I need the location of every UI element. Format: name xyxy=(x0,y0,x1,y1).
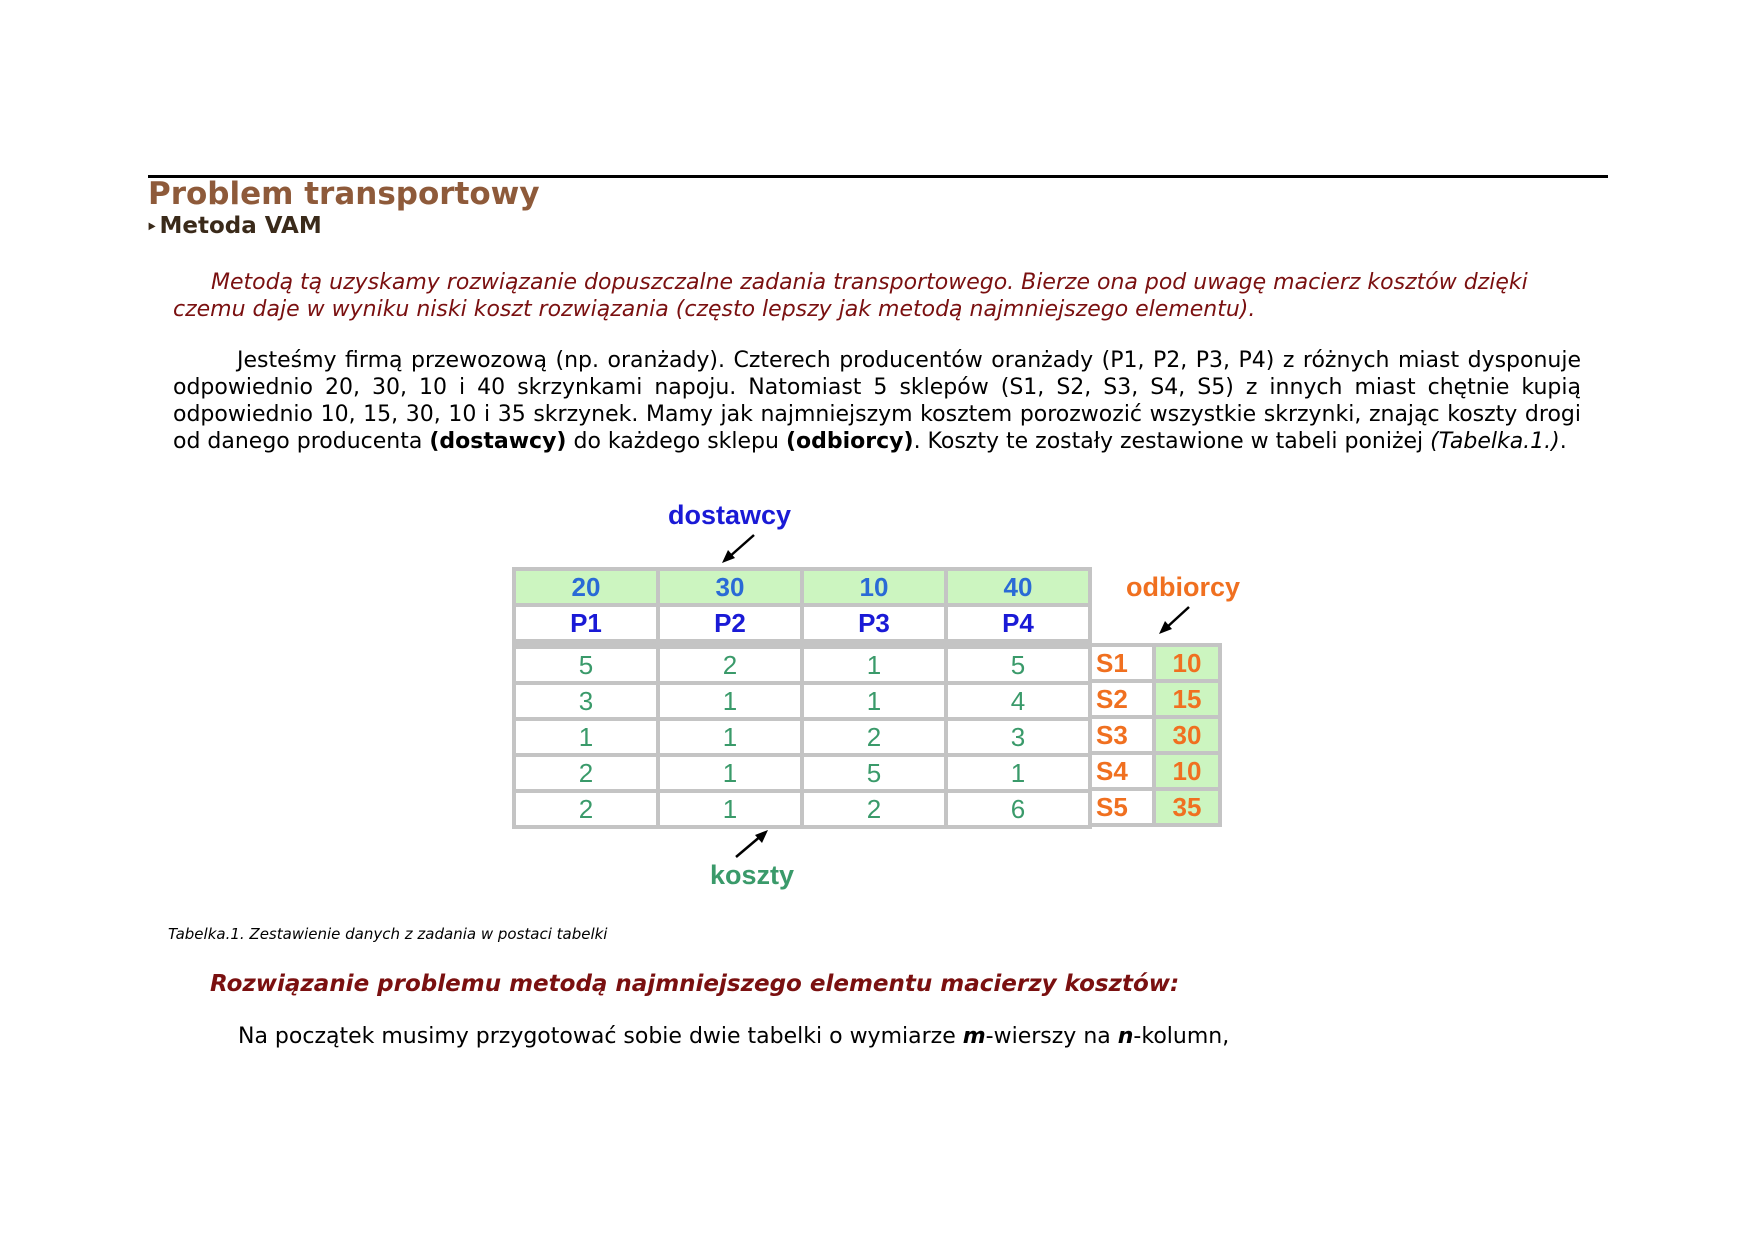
cost-cell: 1 xyxy=(660,685,800,717)
supply-cell: 30 xyxy=(660,571,800,603)
demand-cell: 10 xyxy=(1156,647,1218,679)
para-bold-receivers: (odbiorcy) xyxy=(785,429,914,454)
label-receivers: odbiorcy xyxy=(1126,572,1241,602)
demand-cell: 15 xyxy=(1156,683,1218,715)
arrow-suppliers-icon xyxy=(718,532,758,564)
cost-row xyxy=(516,649,1088,681)
shop-name-cell: S3 xyxy=(1092,719,1152,751)
cost-cell: 1 xyxy=(660,757,800,789)
cost-cell: 1 xyxy=(660,721,800,753)
cost-row xyxy=(516,793,1088,825)
arrow-costs-icon xyxy=(732,828,772,860)
bullet-icon: ‣ xyxy=(146,217,158,238)
shop-name-cell: S1 xyxy=(1092,647,1152,679)
intro-paragraph xyxy=(173,269,1593,323)
para-bold-suppliers: (dostawcy) xyxy=(429,429,567,454)
cost-cell: 2 xyxy=(804,793,944,825)
shop-name-cell: S2 xyxy=(1092,683,1152,715)
cost-cell: 3 xyxy=(516,685,656,717)
shop-row xyxy=(1092,647,1218,679)
producer-cell: P4 xyxy=(948,607,1088,639)
section-subtitle xyxy=(146,213,322,239)
shop-row xyxy=(1092,755,1218,787)
closing-n: n xyxy=(1117,1024,1134,1049)
arrow-receivers-icon xyxy=(1156,604,1192,636)
page-title: Problem transportowy xyxy=(148,176,540,212)
closing-m: m xyxy=(962,1024,986,1049)
cost-cell: 1 xyxy=(660,793,800,825)
table-caption: Tabelka.1. Zestawienie danych z zadania w postaci tabelki xyxy=(168,925,608,943)
cost-cell: 5 xyxy=(516,649,656,681)
producer-row xyxy=(516,607,1088,639)
producer-cell: P1 xyxy=(516,607,656,639)
para-text-1: Jesteśmy firmą przewozową (np. oranżady). Czterech producentów oranżady (P1, P2, P3, P4) z różnych miast dysponuje odpowiednio 20, 30, 10 i 40 skrzynkami napoju. Natomiast 5 sklepów (S1, S2, S3, S4, S5) z innych miast chętnie kupią odpowiednio 10, 15, 30, 10 i 35 skrzynek. Mamy jak najmniejszym kosztem porozwozić wszystkie skrzynki, znając koszty drogi od danego producenta xyxy=(173,348,1581,454)
cost-cell: 2 xyxy=(516,757,656,789)
cost-cell: 5 xyxy=(804,757,944,789)
intro-text: Metodą tą uzyskamy rozwiązanie dopuszczalne zadania transportowego. Bierze ona pod uwagę macierz kosztów dzięki czemu daje w wyniku niski koszt rozwiązania (często lepszy jak metodą najmniejszego elementu). xyxy=(173,270,1528,322)
demand-cell: 10 xyxy=(1156,755,1218,787)
cost-cell: 5 xyxy=(948,649,1088,681)
producer-cell: P3 xyxy=(804,607,944,639)
para-text-2: do każdego sklepu xyxy=(566,429,786,454)
cost-cell: 6 xyxy=(948,793,1088,825)
cost-cell: 3 xyxy=(948,721,1088,753)
supply-row xyxy=(516,571,1088,603)
producer-cell: P2 xyxy=(660,607,800,639)
cost-cell: 1 xyxy=(804,649,944,681)
shop-name-cell: S4 xyxy=(1092,755,1152,787)
closing-line xyxy=(238,1024,1229,1049)
cost-cell: 2 xyxy=(516,793,656,825)
body-paragraph xyxy=(173,347,1581,455)
para-table-ref: (Tabelka.1.) xyxy=(1430,429,1560,454)
cost-cell: 1 xyxy=(804,685,944,717)
supply-cell: 20 xyxy=(516,571,656,603)
closing-text-2: -wierszy na xyxy=(985,1024,1118,1049)
cost-cell: 2 xyxy=(804,721,944,753)
cost-row xyxy=(516,721,1088,753)
label-costs: koszty xyxy=(710,860,795,890)
cost-cell: 2 xyxy=(660,649,800,681)
closing-text-1: Na początek musimy przygotować sobie dwie tabelki o wymiarze xyxy=(238,1024,963,1049)
shop-demand-table xyxy=(1088,643,1222,827)
para-text-3: . Koszty te zostały zestawione w tabeli poniżej xyxy=(913,429,1431,454)
cost-row xyxy=(516,757,1088,789)
cost-cell: 4 xyxy=(948,685,1088,717)
shop-row xyxy=(1092,719,1218,751)
cost-cell: 1 xyxy=(948,757,1088,789)
subtitle-text: Metoda VAM xyxy=(159,213,322,239)
cost-table xyxy=(512,567,1092,829)
supply-cell: 40 xyxy=(948,571,1088,603)
demand-cell: 35 xyxy=(1156,791,1218,823)
label-suppliers: dostawcy xyxy=(668,500,792,530)
demand-cell: 30 xyxy=(1156,719,1218,751)
supply-cell: 10 xyxy=(804,571,944,603)
cost-cell: 1 xyxy=(516,721,656,753)
cost-row xyxy=(516,685,1088,717)
shop-row xyxy=(1092,683,1218,715)
closing-text-3: -kolumn, xyxy=(1133,1024,1230,1049)
para-text-4: . xyxy=(1559,429,1567,454)
shop-row xyxy=(1092,791,1218,823)
shop-name-cell: S5 xyxy=(1092,791,1152,823)
section-heading: Rozwiązanie problemu metodą najmniejszego elementu macierzy kosztów: xyxy=(210,971,1180,997)
